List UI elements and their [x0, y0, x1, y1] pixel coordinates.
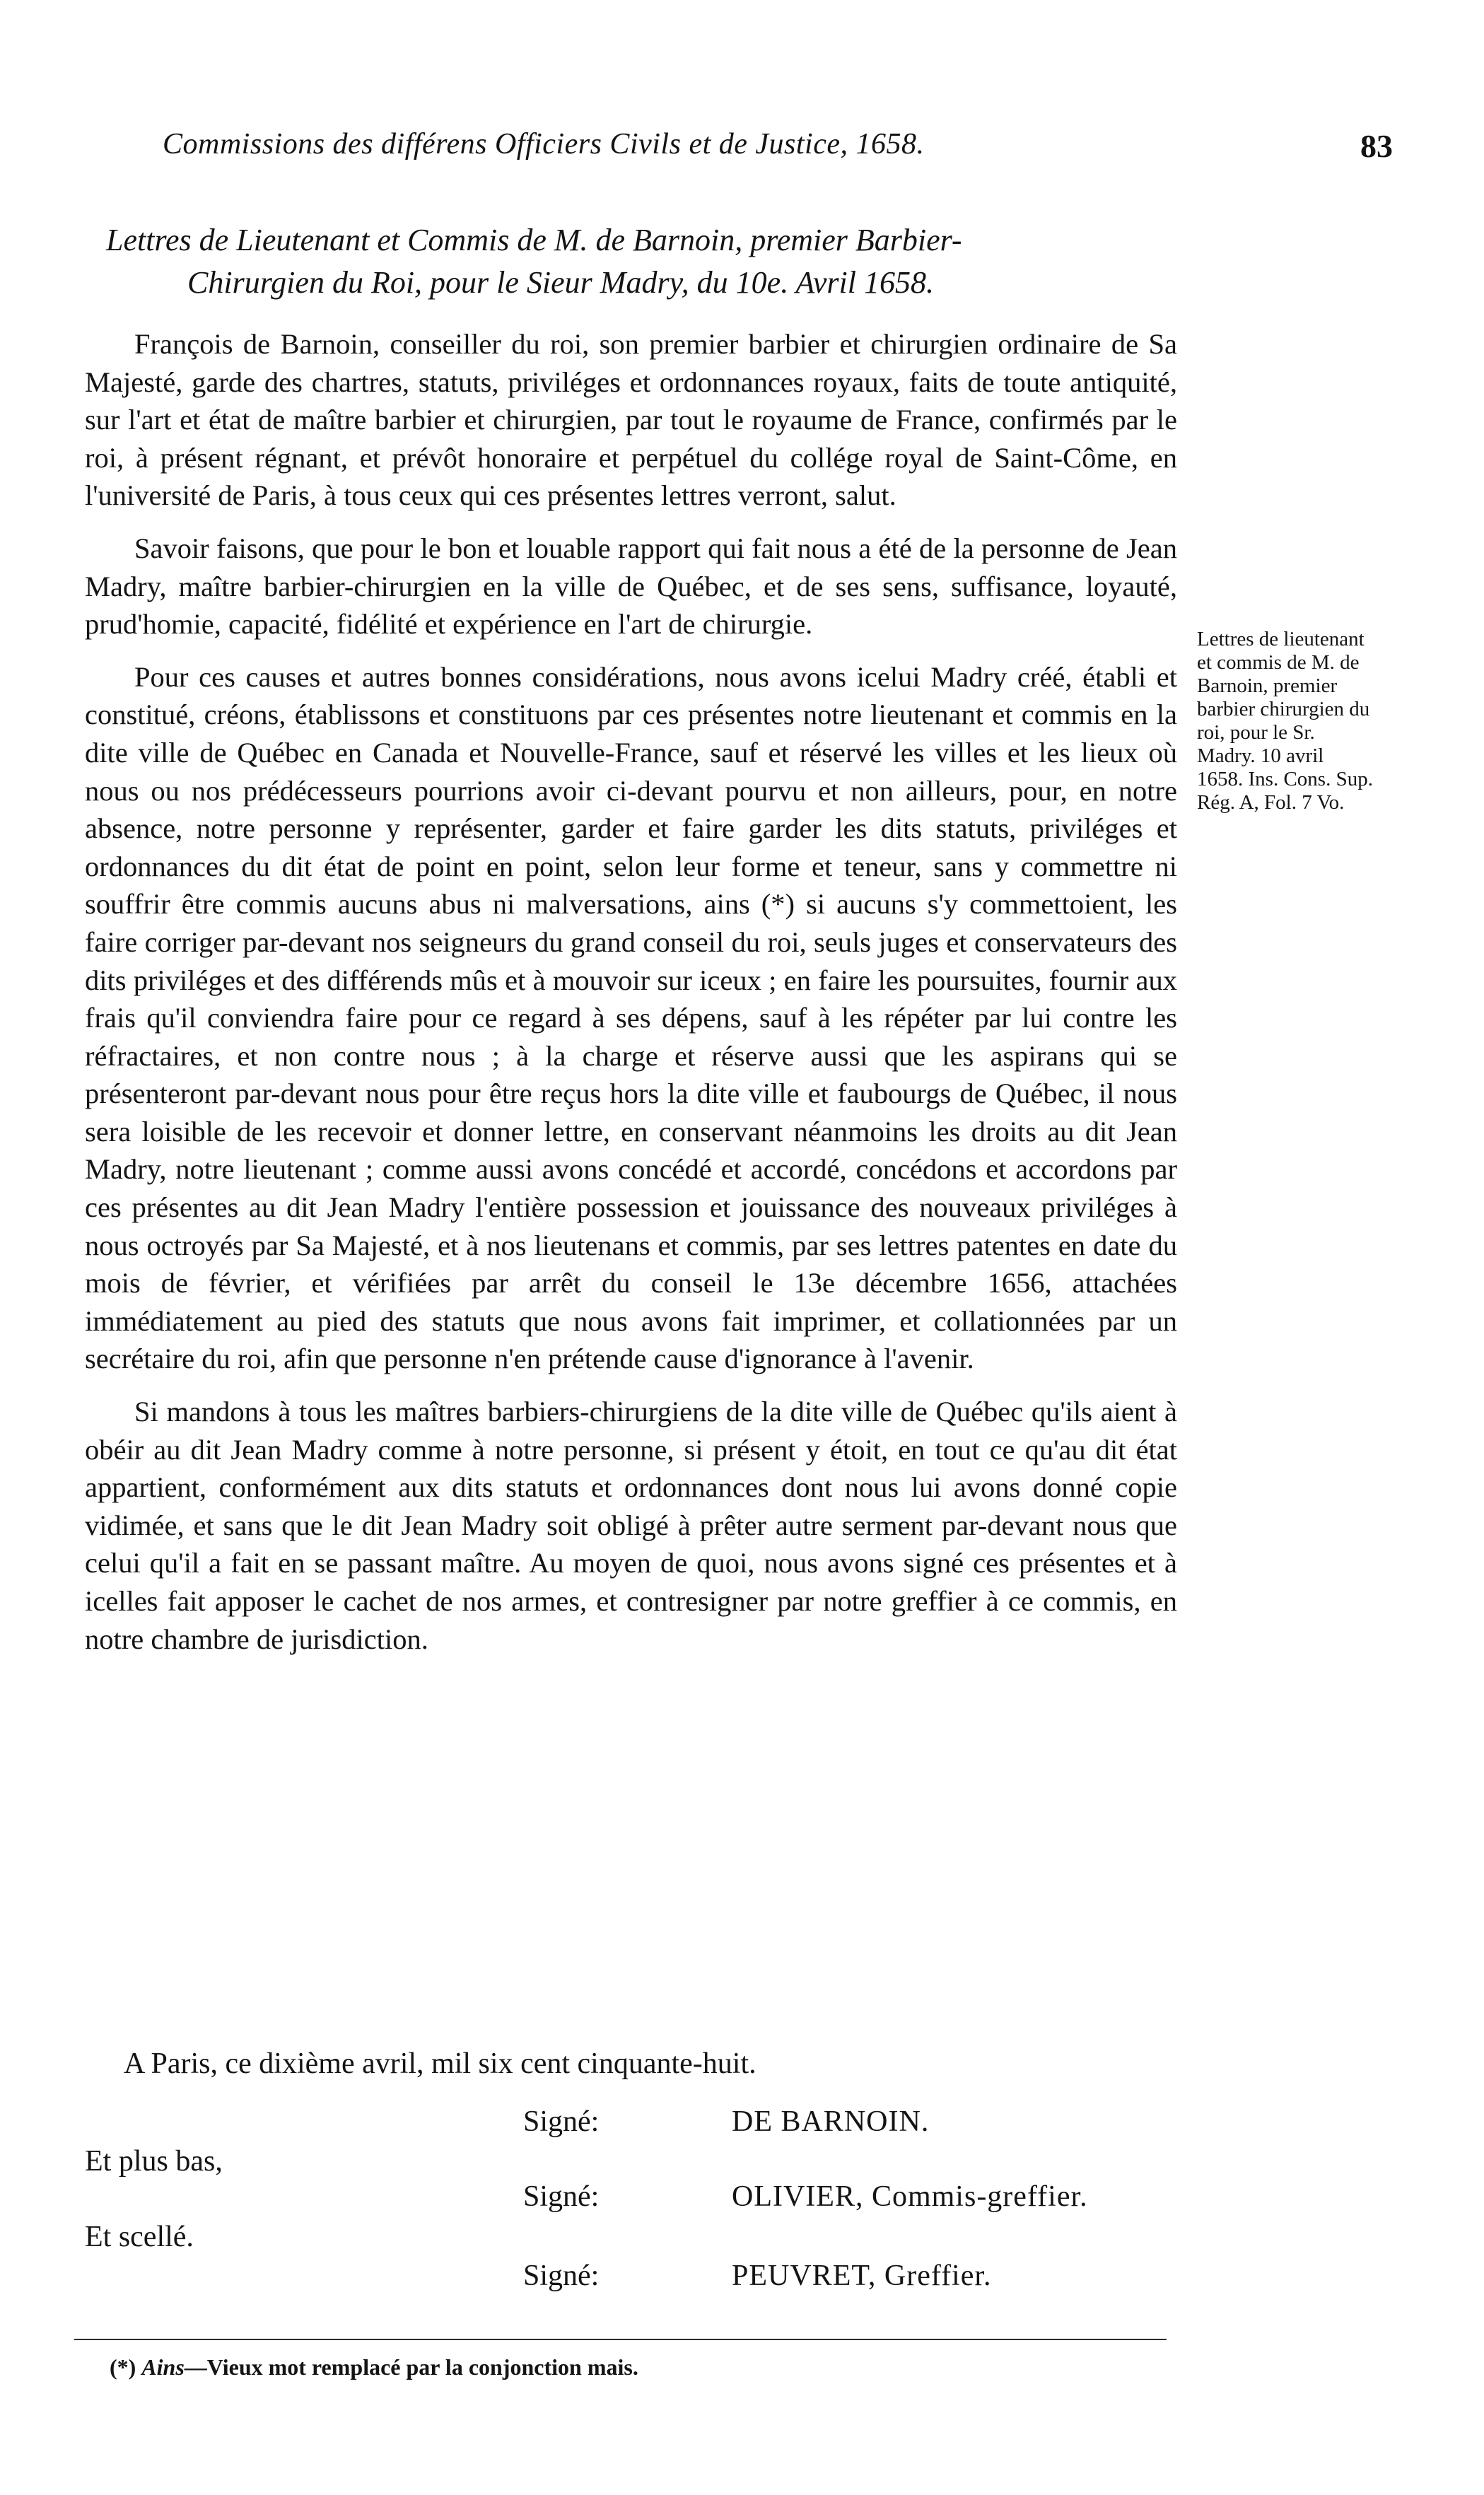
document-title	[106, 219, 1195, 304]
signature-row-barnoin	[85, 2105, 1343, 2147]
title-line-1: Lettres de Lieutenant et Commis de M. de Barnoin, premier Barbier-	[106, 223, 962, 257]
signature-row-peuvret	[85, 2259, 1343, 2301]
closing-block	[85, 2047, 1343, 2330]
footnote	[110, 2354, 638, 2380]
scelle-note: Et scellé.	[85, 2221, 194, 2253]
signature-name-olivier: OLIVIER, Commis-greffier.	[732, 2180, 1088, 2213]
title-line-2: Chirurgien du Roi, pour le Sieur Madry, du 10e. Avril 1658.	[187, 265, 934, 300]
signature-row-olivier	[85, 2180, 1343, 2222]
margin-note: Lettres de lieutenant et commis de M. de Barnoin, premier barbier chirurgien du roi, pour le Sr. Madry. 10 avril 1658. Ins. Cons. Sup. Rég. A, Fol. 7 Vo.	[1197, 628, 1373, 814]
signature-label: Signé:	[523, 2260, 600, 2292]
paragraph-si-mandons: Si mandons à tous les maîtres barbiers-chirurgiens de la dite ville de Québec qu'ils aient à obéir au dit Jean Madry comme à notre personne, si présent y étoit, en tout ce qu'au dit état appartient, conformément aux dits statuts et ordonnances dont nous lui avons donné copie vidimée, et sans que le dit Jean Madry soit obligé à prêter autre serment par-devant nous que celui qu'il a fait en se passant maître. Au moyen de quoi, nous avons signé ces présentes et à icelles fait apposer le cachet de nos armes, et contresigner par notre greffier à ce commis, en notre chambre de jurisdiction.	[85, 1396, 1177, 1655]
footnote-text: —Vieux mot remplacé par la conjonction mais.	[184, 2354, 638, 2380]
running-title: Commissions des différens Officiers Civils et de Justice, 1658.	[163, 128, 925, 160]
main-text-column	[85, 325, 1177, 1673]
paragraph-preamble: François de Barnoin, conseiller du roi, son premier barbier et chirurgien ordinaire de Sa Majesté, garde des chartres, statuts, priviléges et ordonnances royaux, faits de toute antiquité, sur l'art et état de maître barbier et chirurgien, par tout le royaume de France, confirmés par le roi, à présent régnant, et prévôt honoraire et perpétuel du collége royal de Saint-Côme, en l'université de Paris, à tous ceux qui ces présentes lettres verront, salut.	[85, 328, 1177, 512]
running-head	[163, 127, 1393, 170]
date-line: A Paris, ce dixième avril, mil six cent cinquante-huit.	[124, 2047, 756, 2080]
footnote-marker: (*)	[110, 2354, 136, 2380]
signature-label: Signé:	[523, 2180, 600, 2213]
paragraph-pour-ces-causes: Pour ces causes et autres bonnes considérations, nous avons icelui Madry créé, établi et constitué, créons, établissons et constituons par ces présentes notre lieutenant et commis en la dite ville de Québec en Canada et Nouvelle-France, sauf et réservé les villes et les lieux où nous ou nos prédécesseurs pourrions avoir ci-devant pourvu et non ailleurs, pour, en notre absence, notre personne y représenter, garder et faire garder les dits statuts, priviléges et ordonnances du dit état de point en point, selon leur forme et teneur, sans y commettre ni souffrir être commis aucuns abus ni malversations, ains (*) si aucuns s'y commettoient, les faire corriger par-devant nos seigneurs du grand conseil du roi, seuls juges et conservateurs des dits priviléges et des différends mûs et à mouvoir sur iceux ; en faire les poursuites, fournir aux frais qu'il conviendra faire pour ce regard à ses dépens, sauf à les répéter par lui contre les réfractaires, et non contre nous ; à la charge et réserve aussi que les aspirans qui se présenteront par-devant nous pour être reçus hors la dite ville et faubourgs de Québec, il nous sera loisible de les recevoir et donner lettre, en conservant néanmoins les droits au dit Jean Madry, notre lieutenant ; comme aussi avons concédé et accordé, concédons et accordons par ces présentes au dit Jean Madry l'entière possession et jouissance des nouveaux priviléges à nous octroyés par Sa Majesté, et à nos lieutenans et commis, par ses lettres patentes en date du mois de février, et vérifiées par arrêt du conseil le 13e décembre 1656, attachées immédiatement au pied des statuts que nous avons fait imprimer, et collationnées par un secrétaire du roi, afin que personne n'en prétende cause d'ignorance à l'avenir.	[85, 660, 1177, 1375]
page-number: 83	[1360, 128, 1393, 164]
plus-bas-note: Et plus bas,	[85, 2145, 223, 2178]
footnote-word: Ains	[141, 2354, 185, 2380]
paragraph-savoir-faisons: Savoir faisons, que pour le bon et louable rapport qui fait nous a été de la personne de Jean Madry, maître barbier-chirurgien en la ville de Québec, et de ses sens, suffisance, loyauté, prud'homie, capacité, fidélité et expérience en l'art de chirurgie.	[85, 532, 1177, 641]
signature-name-barnoin: DE BARNOIN.	[732, 2105, 930, 2138]
footnote-rule	[74, 2339, 1167, 2340]
signature-label: Signé:	[523, 2105, 600, 2138]
signature-name-peuvret: PEUVRET, Greffier.	[732, 2260, 992, 2292]
